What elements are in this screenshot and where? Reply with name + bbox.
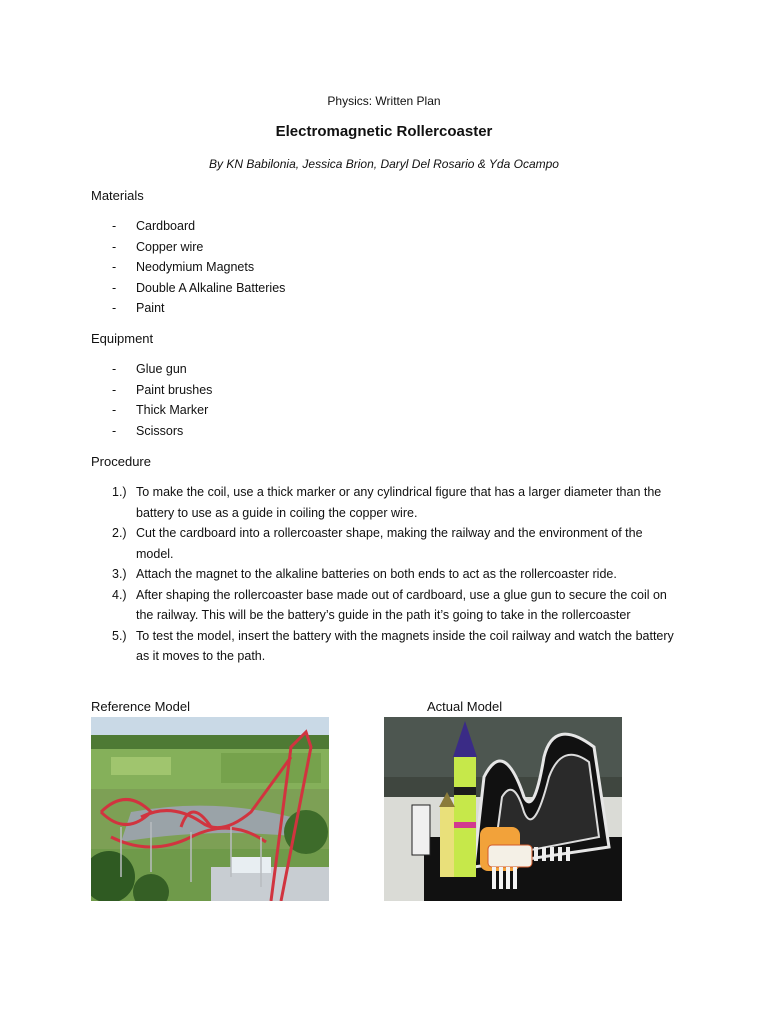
- step-number: 4.): [112, 587, 127, 602]
- step-text: To make the coil, use a thick marker or any cylindrical figure that has a larger diameter than the battery to use as a guide in coiling the copper wire.: [136, 485, 662, 520]
- reference-model-label: Reference Model: [91, 699, 190, 714]
- document-title: Electromagnetic Rollercoaster: [275, 123, 493, 140]
- actual-model-label: Actual Model: [427, 699, 503, 714]
- reference-model-photo: [91, 717, 329, 901]
- document-subtitle: Physics: Written Plan: [327, 94, 441, 108]
- list-item: - Paint: [112, 298, 285, 319]
- authors-line: By KN Babilonia, Jessica Brion, Daryl Del Rosario & Yda Ocampo: [209, 157, 559, 171]
- step-text: To test the model, insert the battery with the magnets inside the coil railway and watch the battery as it moves to the path.: [136, 628, 674, 663]
- step-number: 1.): [112, 485, 127, 499]
- step-text: After shaping the rollercoaster base made out of cardboard, use a glue gun to secure the coil on the railway. This will be the battery’s guide in the path it’s going to take in the rollercoaster: [136, 587, 667, 622]
- list-item: - Neodymium Magnets: [112, 257, 285, 278]
- equipment-heading: Equipment: [91, 331, 154, 346]
- procedure-step: [112, 482, 682, 523]
- materials-list: [112, 216, 285, 319]
- actual-model-photo: [384, 717, 622, 901]
- list-item: - Scissors: [112, 421, 212, 442]
- procedure-step: [112, 564, 682, 585]
- list-item: - Thick Marker: [112, 400, 212, 421]
- step-text: Attach the magnet to the alkaline batteries on both ends to act as the rollercoaster ride.: [136, 567, 617, 581]
- step-number: 3.): [112, 567, 127, 581]
- procedure-step: [112, 523, 682, 564]
- step-text: Cut the cardboard into a rollercoaster shape, making the railway and the environment of the model.: [136, 526, 643, 561]
- list-item: - Cardboard: [112, 216, 285, 237]
- list-item: - Paint brushes: [112, 380, 212, 401]
- procedure-list: [112, 482, 682, 667]
- list-item: - Glue gun: [112, 359, 212, 380]
- list-item: - Copper wire: [112, 237, 285, 258]
- procedure-step: [112, 585, 682, 626]
- step-number: 2.): [112, 526, 127, 540]
- procedure-step: [112, 626, 682, 667]
- procedure-heading: Procedure: [91, 454, 151, 469]
- equipment-list: [112, 359, 212, 441]
- materials-heading: Materials: [91, 188, 144, 203]
- list-item: - Double A Alkaline Batteries: [112, 278, 285, 299]
- step-number: 5.): [112, 628, 127, 643]
